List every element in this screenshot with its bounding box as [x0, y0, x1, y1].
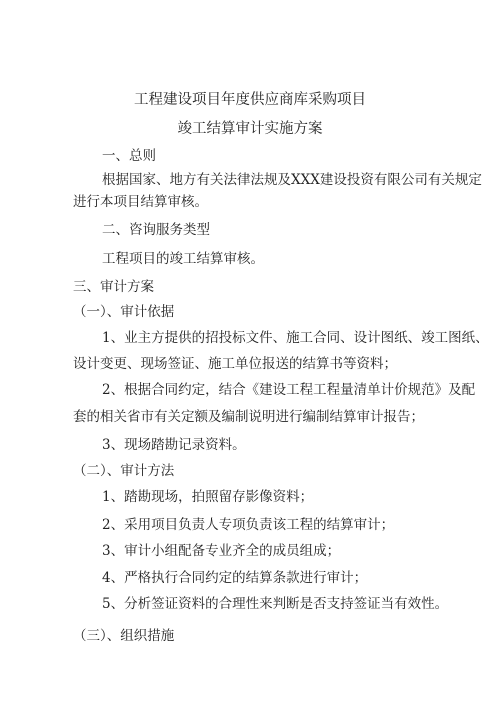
section-1-heading: 一、总则: [102, 148, 156, 164]
method-item-1: 1、踏勘现场，拍照留存影像资料；: [102, 489, 314, 505]
basis-item-1-line-1: 1、业主方提供的招投标文件、施工合同、设计图纸、竣工图纸、: [102, 330, 489, 346]
section-2-heading: 二、咨询服务类型: [102, 222, 210, 238]
basis-item-1-line-2: 设计变更、现场签证、施工单位报送的结算书等资料；: [73, 356, 397, 372]
section-1-paragraph-line-1: 根据国家、地方有关法律法规及XXX建设投资有限公司有关规定: [102, 172, 482, 188]
section-3-1-heading: （一）、审计依据: [73, 304, 175, 320]
section-2-paragraph: 工程项目的竣工结算审核。: [102, 251, 264, 267]
section-3-2-heading: （二）、审计方法: [73, 463, 175, 479]
section-1-paragraph-line-2: 进行本项目结算审核。: [73, 194, 208, 210]
method-item-3: 3、审计小组配备专业齐全的成员组成；: [102, 543, 341, 559]
section-3-3-heading: （三）、组织措施: [73, 628, 175, 644]
method-item-4: 4、严格执行合同约定的结算条款进行审计；: [102, 570, 368, 586]
document-title-line-2: 竣工结算审计实施方案: [177, 121, 323, 137]
document-title-line-1: 工程建设项目年度供应商库采购项目: [134, 92, 366, 108]
method-item-5: 5、分析签证资料的合理性来判断是否支持签证当有效性。: [102, 596, 449, 612]
basis-item-2-line-2: 套的相关省市有关定额及编制说明进行编制结算审计报告；: [73, 409, 424, 425]
basis-item-2-line-1: 2、根据合同约定，结合《建设工程工程量清单计价规范》及配: [102, 382, 476, 398]
basis-item-3: 3、现场踏勘记录资料。: [102, 437, 246, 453]
method-item-2: 2、采用项目负责人专项负责该工程的结算审计；: [102, 517, 395, 533]
section-3-heading: 三、审计方案: [73, 279, 154, 295]
